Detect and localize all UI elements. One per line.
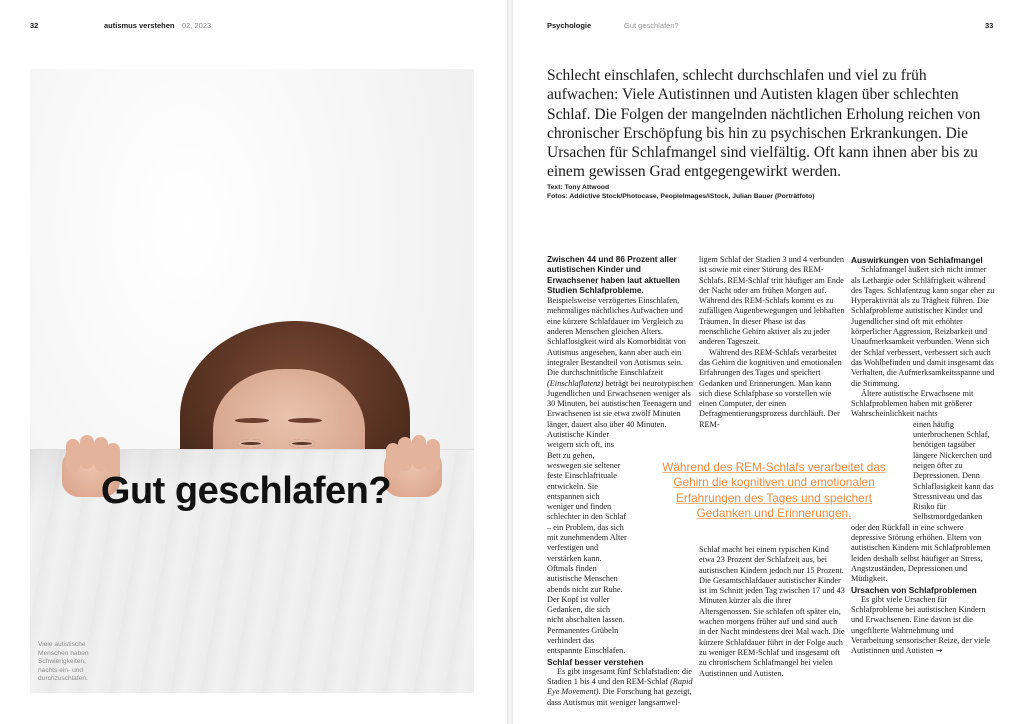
photo-eye-right bbox=[289, 439, 315, 448]
subhead-schlaf-verstehen: Schlaf besser verstehen bbox=[547, 656, 644, 667]
col2-paragraph-2: Während des REM-Schlafs verarbeitet das Gehirn die kognitiven und emotionalen Erfahrungen des Tages und speichert Gedanken und Erinnerungen. Man kann sich diese Schlafphase so vorstellen wie einen Computer, der einen Defragmentierungsprozess durchläuft. Der REM- bbox=[699, 347, 842, 429]
credits bbox=[547, 183, 815, 201]
body-column-2-lower bbox=[699, 545, 845, 679]
intro-bold: Zwischen 44 und 86 Prozent aller autistischen Kinder und Erwachsener haben laut aktuellen Studien Schlafprobleme. bbox=[547, 255, 680, 295]
photo-brow-left bbox=[235, 418, 269, 423]
photo-eye-left bbox=[238, 439, 264, 448]
col3-paragraph-2b: einen häufig unterbrochenen Schlaf, benötigen tagsüber längere Nickerchen und neigen öfter zu Depressionen. Denn Schlaflosigkeit kann das Stressniveau und das Risiko für Selbstmordgedanken bbox=[913, 419, 994, 522]
magazine-name: autismus verstehen bbox=[104, 21, 175, 30]
col1-paragraph-2: Autistische Kinder weigern sich oft, ins Bett zu gehen, weswegen sie seltener feste Einschlafrituale entwickeln. Sie entspannen sich weniger und finden schlechter in den Schlaf – ein Problem, das sich mit zunehmendem Alter verfestigen und verstärken kann. Oftmals finden autistische Menschen abends nicht zur Ruhe. Der Kopf ist voller Gedanken, die sich nicht abschalten lassen. Permanentes Grübeln verhindert das entspannte Einschlafen. bbox=[547, 430, 627, 656]
col3-paragraph-2c: oder den Rückfall in eine schwere depressive Störung erhöhen. Eltern von autistischen Kindern mit Schlafproblemen leiden deshalb selbst häufiger an Stress, Angstzuständen, Depressionen und Müdigkeit. bbox=[851, 522, 991, 584]
left-page-number: 32 bbox=[30, 21, 39, 30]
col2-paragraph-1: ligem Schlaf der Stadien 3 und 4 verbunden ist sowie mit einer Störung des REM-Schlafs. REM-Schlaf tritt häufiger am Ende der Nacht oder am frühen Morgen auf. Während des REM-Schlafs kommt es zu zufälligen Augenbewegungen und lebhaften Träumen. In dieser Phase ist das menschliche Gehirn aktiver als zu jeder anderen Tageszeit. bbox=[699, 255, 845, 347]
hero-photo bbox=[30, 69, 474, 693]
col3-paragraph-2a: Ältere autistische Erwachsene mit Schlafproblemen haben mit größerer Wahrscheinlichkeit nachts bbox=[851, 388, 974, 419]
lead-paragraph: Schlecht einschlafen, schlecht durchschlafen und viel zu früh aufwachen: Viele Autistinnen und Autisten klagen über schlechten Schlaf. Die Folgen der mangelnden nächtlichen Erholung reichen von chronischer Erschöpfung bis hin zu psychischen Erkrankungen. Die Ursachen für Schlafmangel sind vielfältig. Oft kann ihnen aber bis zu einem gewissen Grad entgegengewirkt werden. bbox=[547, 67, 981, 181]
subhead-ursachen: Ursachen von Schlafproblemen bbox=[851, 584, 977, 595]
photo-credit: Fotos: Addictive Stock/Photocase, PeopleImages/iStock, Julian Bauer (Porträtfoto) bbox=[547, 193, 815, 200]
body-column-2 bbox=[699, 255, 845, 430]
col3-paragraph-3: Es gibt viele Ursachen für Schlafprobleme bei autistischen Kindern und Erwachsenen. Eine davon ist die ungefilterte Wahrnehmung und Verarbeitung sensorischer Reize, der viele Autistinnen und Autisten → bbox=[851, 594, 991, 656]
col1-paragraph-3: Es gibt insgesamt fünf Schlafstadien: die Stadien 1 bis 4 und den REM-Schlaf (Rapid Eye Movement). Die Forschung hat gezeigt, dass Autismus mit weniger langsamwel- bbox=[547, 666, 693, 707]
col1-paragraph-1: Beispielsweise verzögertes Einschlafen, mehrmaliges nächtliches Aufwachen und eine kürzere Schlafdauer im Vergleich zu anderen Menschen gleichen Alters. Schlaflosigkeit wird als Komorbidität von Autismus angesehen, kann aber auch ein integraler Bestandteil von Autismus sein. Die durchschnittliche Einschlafzeit (Einschlaflatenz) beträgt bei neurotypischen Jugendlichen und Erwachsenen weniger als 30 Minuten, bei autistischen Teenagern und Erwachsenen ist sie etwa zwölf Minuten länger, dauert also über 40 Minuten. bbox=[547, 296, 693, 429]
article-title: Gut geschlafen? bbox=[100, 470, 392, 512]
arrow-right-icon: → bbox=[935, 646, 943, 656]
subhead-auswirkungen: Auswirkungen von Schlafmangel bbox=[851, 255, 983, 265]
author-credit: Text: Tony Attwood bbox=[547, 184, 610, 191]
right-page-number: 33 bbox=[985, 21, 994, 30]
col2-paragraph-3: Schlaf macht bei einem typischen Kind etwa 23 Prozent der Schlafzeit aus, bei autistischen Kindern jedoch nur 15 Prozent. Die Gesamtschlafdauer autistischer Kinder ist im Schnitt jeden Tag zwischen 17 und 43 Minuten kürzer als die ihrer Altersgenossen. Sie schlafen oft später ein, wachen morgens früher auf und sind auch in der Nacht mindestens drei Mal wach. Die kürzere Schlafdauer führt in der Folge auch zu weniger REM-Schlaf und insgesamt oft zu chronischem Schlafmangel bei vielen Autistinnen und Autisten. bbox=[699, 545, 845, 678]
col3-paragraph-1: Schlafmangel äußert sich nicht immer als Lethargie oder Schläfrigkeit während des Tages. Schlafentzug kann sogar eher zu Hyperaktivität als zu Trägheit führen. Die Schlafprobleme autistischer Kinder und Jugendlicher sind oft mit erhöhter körperlicher Aggression, Reizbarkeit und Unaufmerksamkeit verbunden. Wenn sich der Schlaf verbessert, verbessert sich auch das Wohlbefinden und damit insgesamt das Verhalten, die Aufmerksamkeitsspanne und die Stimmung. bbox=[851, 265, 995, 388]
pull-quote: Während des REM-Schlafs verarbeitet das Gehirn die kognitiven und emotionalen Erfahrungen des Tages und speichert Gedanken und Erinnerungen. bbox=[652, 458, 896, 523]
photo-caption: Viele autistische Menschen haben Schwierigkeiten, nachts ein- und durchzuschlafen. bbox=[38, 641, 89, 683]
photo-brow-right bbox=[288, 418, 322, 423]
section-label: Psychologie bbox=[547, 21, 592, 30]
body-column-3 bbox=[851, 255, 997, 657]
issue-label: 02, 2023 bbox=[182, 21, 212, 30]
kicker-label: Gut geschlafen? bbox=[624, 21, 679, 30]
